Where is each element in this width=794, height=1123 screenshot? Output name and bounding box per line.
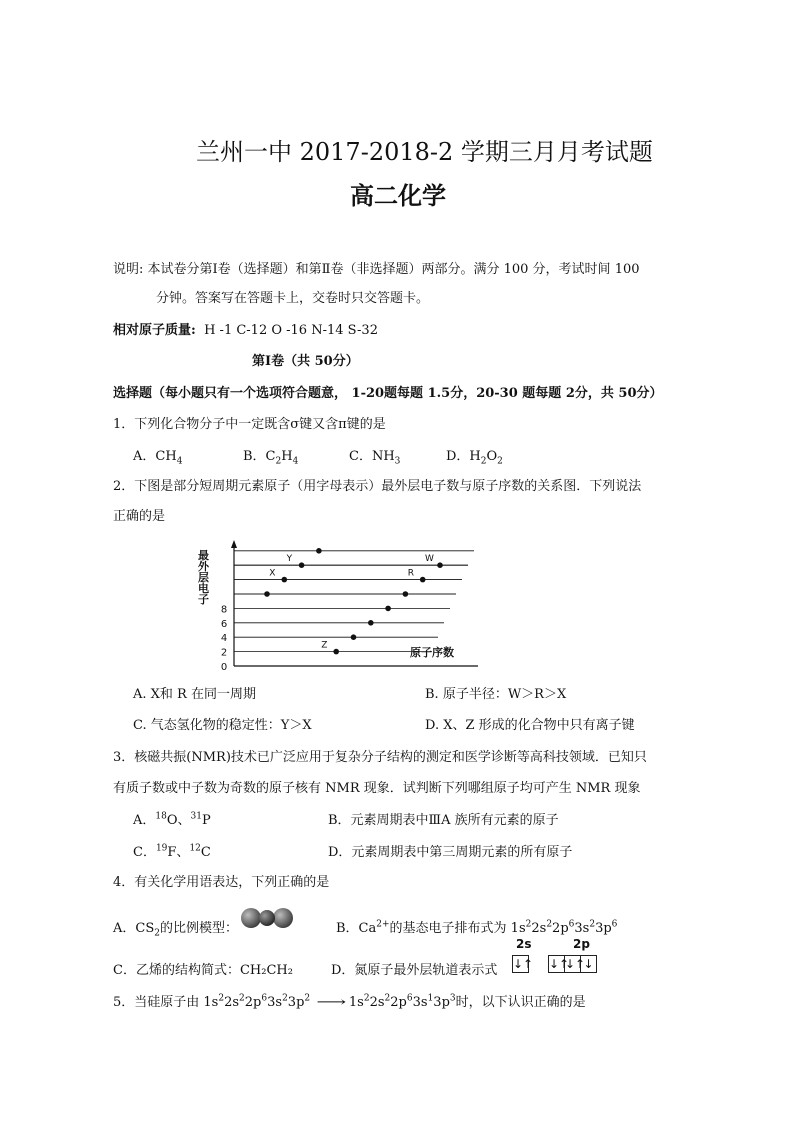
q2-option-b: B. 原子半径：W＞R＞X	[425, 687, 567, 702]
atomic-mass-label: 相对原子质量:	[113, 323, 196, 338]
chart-points	[264, 548, 443, 654]
q2-stem-2: 正确的是	[113, 509, 166, 524]
q1-option-d: D．$H_2O_2$	[446, 449, 503, 467]
y-tick-label: 6	[220, 618, 228, 630]
q2-stem-1: 2．下图是部分短周期元素原子（用字母表示）最外层电子数与原子序数的关系图．下列说法	[113, 479, 642, 494]
data-point	[282, 577, 288, 583]
data-point	[351, 634, 357, 640]
transition-arrow: ⟶	[316, 995, 347, 1010]
q1-option-b: B．$C_2H_4$	[243, 449, 299, 467]
orbital-box-2p	[548, 955, 597, 973]
orbital-cell: ↓↑	[549, 957, 570, 971]
q3-option-b: B．元素周期表中ⅢA 族所有元素的原子	[328, 813, 559, 828]
y-tick-label: 4	[220, 633, 228, 645]
q4-option-a: A．$CS_2$的比例模型：	[113, 921, 238, 939]
q4-option-b: B．$Ca^{2+}$的基态电子排布式为 $1s^22s^22p^63s^23p^6$	[336, 919, 618, 936]
q3-option-d: D．元素周期表中第三周期元素的所有原子	[328, 845, 573, 860]
q5-stem: 5．当硅原子由 $1s^22s^22p^63s^23p^2$ ⟶ $1s^22s^22p^63s^13p^3$时，以下认识正确的是	[113, 993, 586, 1010]
sulfur-atom-right	[273, 908, 293, 928]
cs2-model-image	[240, 907, 296, 929]
point-label: R	[407, 568, 414, 579]
exam-title: 兰州一中 2017-2018-2 学期三月月考试题	[196, 138, 653, 166]
q2-option-d: D. X、Z 形成的化合物中只有离子键	[425, 718, 635, 733]
q2-option-a: A. X和 R 在同一周期	[133, 687, 256, 702]
data-point	[299, 562, 305, 568]
data-point	[385, 606, 391, 612]
data-point	[333, 649, 339, 655]
x-axis-label: 原子序数	[410, 646, 454, 659]
data-point	[264, 591, 270, 597]
orbital-cell: ↓	[583, 957, 594, 971]
carbon-atom	[259, 910, 275, 926]
q3-option-c: C．$^{19}$F、$^{12}$C	[133, 843, 211, 860]
data-point	[316, 548, 322, 554]
point-label: X	[269, 568, 276, 579]
q4-option-d: D．氮原子最外层轨道表示式	[331, 963, 498, 978]
y-axis-label: 最外层电子	[198, 549, 209, 606]
q1-stem: 1．下列化合物分子中一定既含σ键又含π键的是	[113, 417, 386, 432]
y-tick-label: 8	[220, 604, 228, 616]
q3-option-a: A．$^{18}$O、$^{31}$P	[133, 811, 211, 828]
atomic-mass-values: H -1 C-12 O -16 N-14 S-32	[204, 323, 378, 338]
data-point	[437, 562, 443, 568]
q1-option-a: A．$CH_4$	[133, 449, 183, 467]
section-title: 第Ⅰ卷（共 50分）	[252, 354, 359, 369]
orbital-label-2p: 2p	[573, 937, 590, 951]
q4-stem: 4．有关化学用语表达，下列正确的是	[113, 875, 330, 890]
q1-option-c: C．$NH_3$	[349, 449, 401, 467]
data-point	[420, 577, 426, 583]
point-label: Z	[321, 640, 328, 651]
point-label: W	[425, 554, 434, 565]
point-label: Y	[286, 554, 293, 565]
chart-ticks	[221, 604, 227, 673]
y-tick-label: 2	[220, 647, 228, 659]
data-point	[368, 620, 374, 626]
q2-option-c: C. 气态氢化物的稳定性：Y＞X	[133, 718, 312, 733]
orbital-label-2s: 2s	[516, 937, 532, 951]
orbital-cell: ↓↑	[513, 957, 534, 971]
y-axis-arrow	[231, 540, 237, 548]
intro-line-1: 说明: 本试卷分第Ⅰ卷（选择题）和第Ⅱ卷（非选择题）两部分。满分 100 分，考试时间 100	[113, 262, 640, 277]
subject-title: 高二化学	[350, 181, 446, 210]
sulfur-atom-left	[241, 908, 261, 928]
orbital-box-2s	[512, 955, 534, 973]
q4-option-c: C．乙烯的结构简式：CH₂CH₂	[113, 963, 293, 978]
q3-stem-2: 有质子数或中子数为奇数的原子核有 NMR 现象．试判断下列哪组原子均可产生 NMR 现象	[113, 781, 641, 796]
data-point	[403, 591, 409, 597]
q3-stem-1: 3．核磁共振(NMR)技术已广泛应用于复杂分子结构的测定和医学诊断等高科技领域．已知只	[113, 750, 647, 765]
orbital-cell: ↓↑	[565, 957, 586, 971]
intro-line-2: 分钟。答案写在答题卡上，交卷时只交答题卡。	[156, 291, 430, 306]
y-tick-label: 0	[220, 662, 228, 673]
atomic-mass-row	[113, 323, 378, 339]
section-instructions: 选择题（每小题只有一个选项符合题意， 1-20题每题 1.5分，20-30 题每题 2分，共 50分）	[113, 386, 663, 401]
electron-chart	[196, 540, 496, 680]
